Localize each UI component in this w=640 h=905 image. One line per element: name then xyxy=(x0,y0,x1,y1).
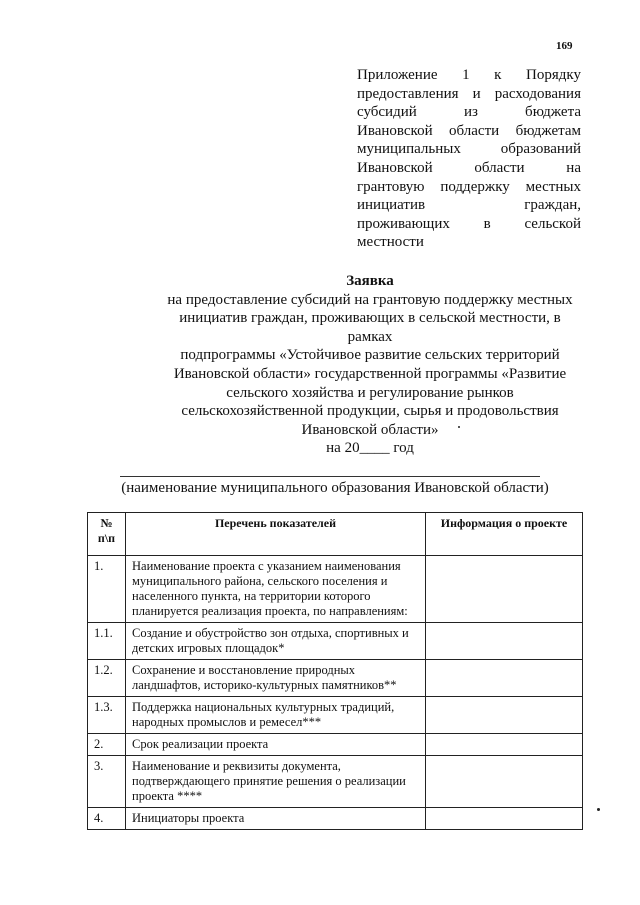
subtitle-line: подпрограммы «Устойчивое развитие сельских территорий xyxy=(180,347,560,364)
row-text: Поддержка национальных культурных традиций, народных промыслов и ремесел*** xyxy=(126,697,426,734)
appendix-line: местности xyxy=(357,234,424,251)
indicators-table xyxy=(87,512,583,830)
fill-in-line xyxy=(120,476,540,477)
appendix-line: Ивановской области бюджетам xyxy=(357,122,581,139)
subtitle-line: Ивановской области» xyxy=(301,421,439,438)
table-header-row xyxy=(88,513,583,556)
appendix-line: предоставления и расходования xyxy=(357,85,581,102)
header-indicators: Перечень показателей xyxy=(126,513,426,556)
header-number: № п\п xyxy=(88,513,126,556)
scan-speck xyxy=(597,808,600,811)
table-row xyxy=(88,734,583,756)
table-row xyxy=(88,756,583,808)
appendix-line: Приложение 1 к Порядку xyxy=(357,67,581,83)
subtitle-line: Ивановской области» государственной программы «Развитие xyxy=(173,365,567,382)
table-row xyxy=(88,697,583,734)
row-text: Наименование проекта с указанием наименования муниципального района, сельского поселения и населенного пункта, на территории которого планируется реализация проекта, по направлениям: xyxy=(126,556,426,623)
appendix-line: Ивановской области на xyxy=(357,159,581,176)
row-info xyxy=(426,734,583,756)
row-info xyxy=(426,556,583,623)
document-title: Заявка xyxy=(346,273,394,289)
appendix-line: муниципальных образований xyxy=(357,141,581,158)
page-number: 169 xyxy=(556,40,573,52)
appendix-line: инициатив граждан, xyxy=(357,197,581,214)
row-text: Срок реализации проекта xyxy=(126,734,426,756)
row-number: 1.1. xyxy=(88,623,126,660)
subtitle-line: сельского хозяйства и регулирование рынков xyxy=(226,384,514,401)
row-info xyxy=(426,660,583,697)
row-number: 1. xyxy=(88,556,126,623)
row-info xyxy=(426,697,583,734)
row-info xyxy=(426,756,583,808)
subtitle-line: рамках xyxy=(347,328,393,345)
application-title-block xyxy=(140,272,600,458)
scan-speck xyxy=(458,426,460,428)
appendix-line: грантовую поддержку местных xyxy=(357,178,581,195)
row-text: Сохранение и восстановление природных ландшафтов, историко-культурных памятников** xyxy=(126,660,426,697)
appendix-note xyxy=(357,66,581,252)
row-text: Инициаторы проекта xyxy=(126,808,426,830)
municipality-caption: (наименование муниципального образования Ивановской области) xyxy=(121,480,549,496)
row-text: Создание и обустройство зон отдыха, спортивных и детских игровых площадок* xyxy=(126,623,426,660)
subtitle-line: на 20____ год xyxy=(326,440,414,457)
table-row xyxy=(88,623,583,660)
row-number: 3. xyxy=(88,756,126,808)
row-number: 4. xyxy=(88,808,126,830)
row-number: 1.2. xyxy=(88,660,126,697)
row-number: 1.3. xyxy=(88,697,126,734)
appendix-line: проживающих в сельской xyxy=(357,215,581,232)
subtitle-line: сельскохозяйственной продукции, сырья и продовольствия xyxy=(181,403,559,420)
table-row xyxy=(88,808,583,830)
subtitle-line: на предоставление субсидий на грантовую поддержку местных xyxy=(167,291,573,308)
header-info: Информация о проекте xyxy=(426,513,583,556)
table-row xyxy=(88,556,583,623)
row-info xyxy=(426,623,583,660)
row-text: Наименование и реквизиты документа, подтверждающего принятие решения о реализации проекта **** xyxy=(126,756,426,808)
appendix-line: субсидий из бюджета xyxy=(357,104,581,121)
table-row xyxy=(88,660,583,697)
row-info xyxy=(426,808,583,830)
row-number: 2. xyxy=(88,734,126,756)
subtitle-line: инициатив граждан, проживающих в сельской местности, в xyxy=(179,310,561,327)
